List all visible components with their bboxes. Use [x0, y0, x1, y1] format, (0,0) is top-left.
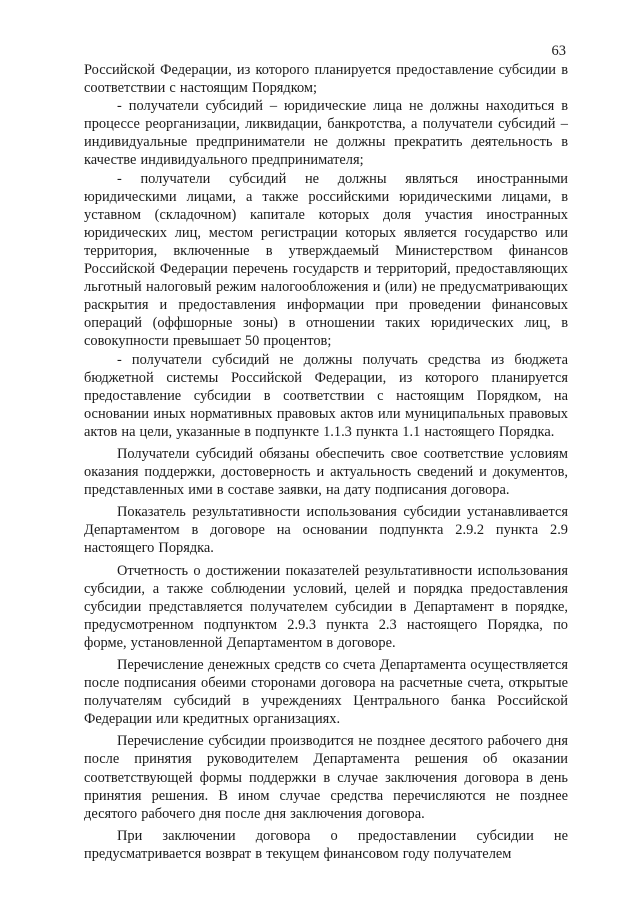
- paragraph-requirement-other-funding: - получатели субсидий не должны получать средства из бюджета бюджетной системы Российской Федерации, из которого планируется предоставление субсидии в соответствии с настоящим Порядком, на основании иных нормативных правовых актов или муниципальных правовых актов на цели, указанные в подпункте 1.1.3 пункта 1.1 настоящего Порядка.: [84, 351, 568, 440]
- paragraph-requirement-foreign-entities: - получатели субсидий не должны являться иностранными юридическими лицами, а также российскими юридическими лицами, в уставном (складочном) капитале которых доля участия иностранных юридических лиц, местом регистрации которых является государство или территория, включенные в утверждаемый Министерством финансов Российской Федерации перечень государств и территорий, предоставляющих льготный налоговый режим налогообложения и (или) не предусматривающих раскрытия и предоставления информации при проведении финансовых операций (оффшорные зоны) в отношении таких юридических лиц, в совокупности превышает 50 процентов;: [84, 170, 568, 350]
- paragraph-contract-conclusion: При заключении договора о предоставлении субсидии не предусматривается возврат в текущем финансовом году получателем: [84, 827, 568, 862]
- paragraph-transfer-timing: Перечисление субсидии производится не позднее десятого рабочего дня после принятия руководителем Департамента решения об оказании соответствующей формы поддержки в случае заключения договора в день принятия решения. В ином случае средства перечисляются не позднее десятого рабочего дня после дня заключения договора.: [84, 733, 568, 822]
- paragraph-obligations: Получатели субсидий обязаны обеспечить свое соответствие условиям оказания поддержки, достоверность и актуальность сведений и документов, представленных ими в составе заявки, на дату подписания договора.: [84, 445, 568, 499]
- document-body: [84, 61, 568, 863]
- page-number: 63: [551, 43, 566, 59]
- paragraph-continuation: Российской Федерации, из которого планируется предоставление субсидии в соответствии с настоящим Порядком;: [84, 62, 568, 97]
- paragraph-transfer-of-funds: Перечисление денежных средств со счета Департамента осуществляется после подписания обеими сторонами договора на расчетные счета, открытые получателям субсидий в учреждениях Центрального банка Российской Федерации или кредитных организациях.: [84, 657, 568, 728]
- paragraph-reporting: Отчетность о достижении показателей результативности использования субсидии, а также соблюдении условий, целей и порядка предоставления субсидии представляется получателем субсидии в Департамент в порядке, предусмотренном подпунктом 2.9.3 пункта 2.3 настоящего Порядка, по форме, установленной Департаментом в договоре.: [84, 562, 568, 651]
- paragraph-performance-indicator: Показатель результативности использования субсидии устанавливается Департаментом в договоре на основании подпункта 2.9.2 пункта 2.9 настоящего Порядка.: [84, 504, 568, 557]
- paragraph-requirement-reorganization: - получатели субсидий – юридические лица не должны находиться в процессе реорганизации, ликвидации, банкротства, а получатели субсидий – индивидуальные предприниматели не должны прекратить деятельность в качестве индивидуального предпринимателя;: [84, 98, 568, 169]
